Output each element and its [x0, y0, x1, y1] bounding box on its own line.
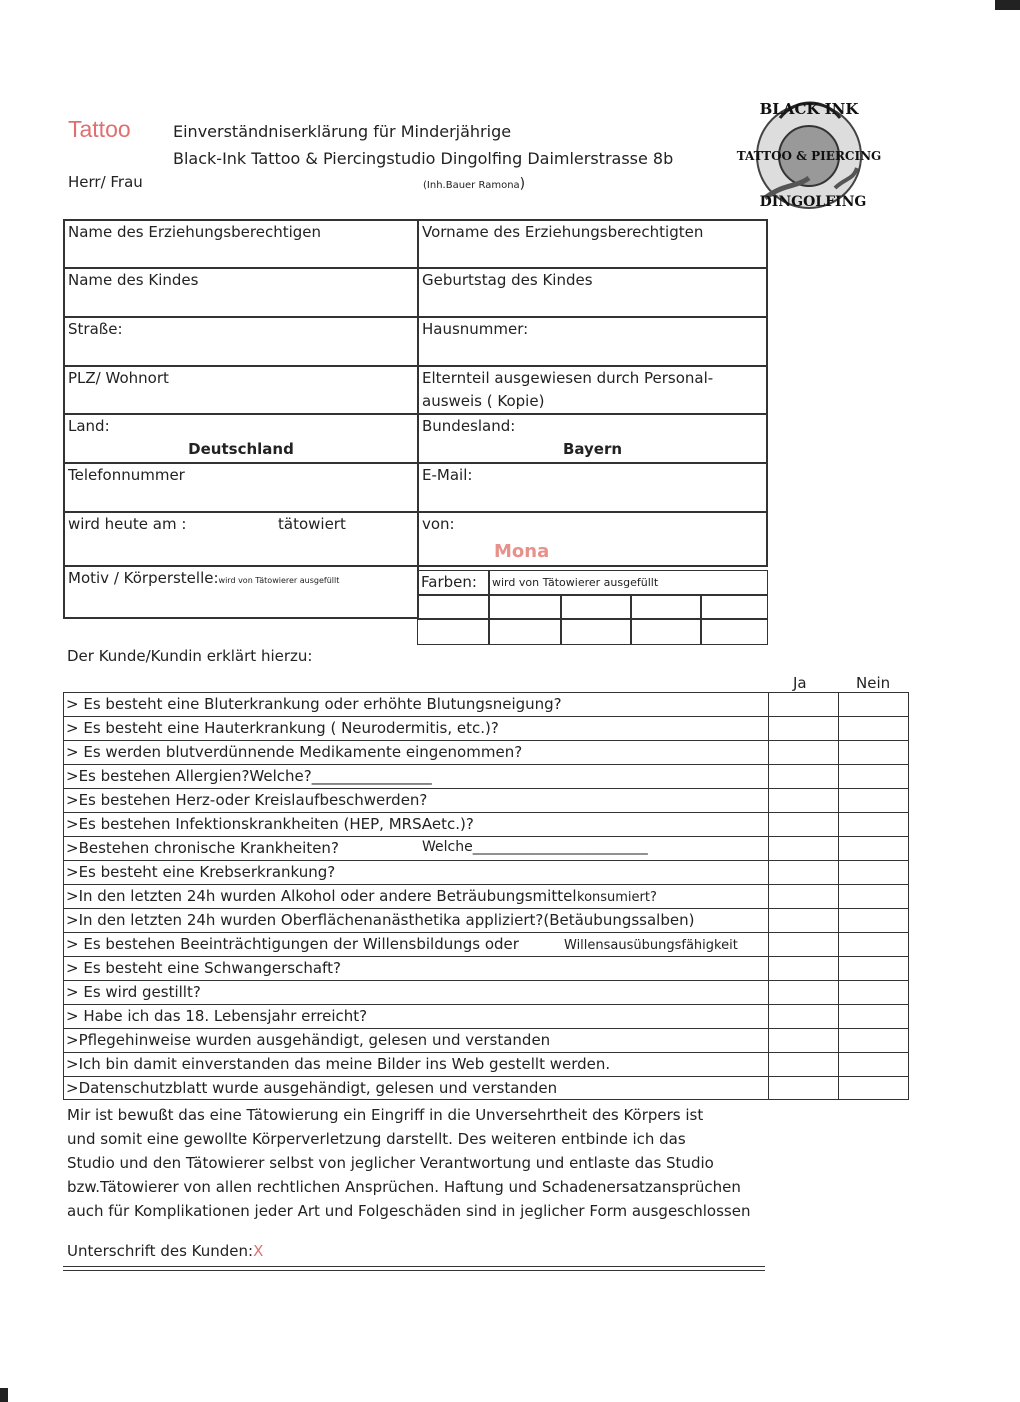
question-text: > Es bestehen Beeinträchtigungen der Willensbildungs oder	[66, 935, 519, 953]
answer-yes-box[interactable]	[768, 812, 839, 836]
form-title: Einverständniserklärung für Minderjährige	[173, 122, 512, 141]
guardian-firstname-field[interactable]	[417, 219, 768, 269]
svg-text:BLACK INK: BLACK INK	[759, 100, 859, 118]
colors-note-cell	[488, 570, 768, 596]
declaration-text	[67, 1103, 767, 1223]
parent-id-label-1: Elternteil ausgewiesen durch Personal-	[422, 369, 714, 387]
answer-no-box[interactable]	[838, 764, 909, 788]
answer-yes-box[interactable]	[768, 1076, 839, 1100]
question-row	[63, 812, 909, 836]
question-row	[63, 1028, 909, 1052]
answer-no-box[interactable]	[838, 692, 909, 716]
guardian-name-field[interactable]	[63, 219, 419, 269]
question-row	[63, 908, 909, 932]
answer-yes-box[interactable]	[768, 932, 839, 956]
question-text: > Es wird gestillt?	[66, 983, 201, 1001]
answer-yes-box[interactable]	[768, 980, 839, 1004]
answer-no-box[interactable]	[838, 1076, 909, 1100]
country-label: Land:	[68, 417, 110, 435]
declaration-line: Studio und den Tätowierer selbst von jeglicher Verantwortung und entlaste das Studio	[67, 1154, 714, 1172]
child-birthday-field[interactable]	[417, 267, 768, 318]
question-row	[63, 764, 909, 788]
signature-label: Unterschrift des Kunden:X	[67, 1242, 264, 1260]
question-text: >Bestehen chronische Krankheiten?	[66, 839, 339, 857]
child-name-field[interactable]	[63, 267, 419, 318]
question-row	[63, 740, 909, 764]
chronic-which-blank: Welche_________________________	[422, 839, 648, 855]
declaration-line: Mir ist bewußt das eine Tätowierung ein Eingriff in die Unversehrtheit des Körpers ist	[67, 1106, 704, 1124]
question-text: > Es werden blutverdünnende Medikamente eingenommen?	[66, 743, 523, 761]
answer-no-box[interactable]	[838, 908, 909, 932]
scan-edge-mark	[995, 0, 1020, 10]
answer-yes-box[interactable]	[768, 764, 839, 788]
email-field[interactable]	[417, 462, 768, 513]
declaration-line: und somit eine gewollte Körperverletzung darstellt. Des weiteren entbinde ich das	[67, 1130, 686, 1148]
question-text: >Datenschutzblatt wurde ausgehändigt, gelesen und verstanden	[66, 1079, 558, 1097]
guardian-name-label: Name des Erziehungsberechtigen	[68, 223, 322, 241]
question-row	[63, 1052, 909, 1076]
studio-address: Black-Ink Tattoo & Piercingstudio Dingolfing Daimlerstrasse 8b	[173, 149, 674, 168]
answer-no-box[interactable]	[838, 740, 909, 764]
declaration-line: auch für Komplikationen jeder Art und Folgeschäden sind in jeglicher Form ausgeschlossen	[67, 1202, 751, 1220]
answer-no-box[interactable]	[838, 788, 909, 812]
color-cell[interactable]	[560, 618, 632, 645]
child-birthday-label: Geburtstag des Kindes	[422, 271, 593, 289]
question-row	[63, 1076, 909, 1100]
answer-no-box[interactable]	[838, 716, 909, 740]
parent-id-field[interactable]	[417, 365, 768, 415]
question-row	[63, 716, 909, 740]
answer-yes-box[interactable]	[768, 740, 839, 764]
answer-yes-box[interactable]	[768, 1004, 839, 1028]
artist-field[interactable]	[417, 511, 768, 567]
declaration-line: bzw.Tätowierer von allen rechtlichen Ansprüchen. Haftung und Schadenersatzansprüchen	[67, 1178, 741, 1196]
salutation: Herr/ Frau	[68, 173, 143, 191]
answer-no-box[interactable]	[838, 860, 909, 884]
question-row	[63, 956, 909, 980]
answer-no-box[interactable]	[838, 1028, 909, 1052]
question-row	[63, 884, 909, 908]
house-number-label: Hausnummer:	[422, 320, 529, 338]
signature-line[interactable]	[63, 1266, 765, 1267]
phone-field[interactable]	[63, 462, 419, 513]
zip-city-field[interactable]	[63, 365, 419, 415]
motif-label: Motiv / Körperstelle:wird von Tätowierer ausgefüllt	[68, 569, 340, 587]
answer-yes-box[interactable]	[768, 884, 839, 908]
question-text: >In den letzten 24h wurden Oberflächenanästhetika appliziert?(Betäubungssalben)	[66, 911, 695, 929]
color-cell[interactable]	[488, 594, 562, 620]
question-text: >Es bestehen Herz-oder Kreislaufbeschwerden?	[66, 791, 428, 809]
studio-logo	[735, 88, 883, 218]
question-text: >In den letzten 24h wurden Alkohol oder andere Beträubungsmittel	[66, 887, 577, 905]
question-row	[63, 980, 909, 1004]
state-value: Bayern	[562, 440, 623, 458]
answer-yes-box[interactable]	[768, 1052, 839, 1076]
question-text: > Es besteht eine Hauterkrankung ( Neurodermitis, etc.)?	[66, 719, 499, 737]
color-cell[interactable]	[417, 594, 490, 620]
child-name-label: Name des Kindes	[68, 271, 199, 289]
question-row	[63, 692, 909, 716]
colors-label-cell	[417, 570, 490, 596]
tattoo-date-field[interactable]	[63, 511, 419, 567]
question-text: >Pflegehinweise wurden ausgehändigt, gelesen und verstanden	[66, 1031, 551, 1049]
question-row	[63, 1004, 909, 1028]
answer-no-box[interactable]	[838, 884, 909, 908]
answer-yes-box[interactable]	[768, 956, 839, 980]
answer-yes-box[interactable]	[768, 1028, 839, 1052]
alcohol-suffix: konsumiert?	[577, 890, 657, 905]
street-field[interactable]	[63, 316, 419, 367]
tattoo-heading: Tattoo	[68, 116, 131, 142]
question-text: >Es bestehen Allergien?Welche?________________	[66, 767, 432, 785]
svg-text:DINGOLFING: DINGOLFING	[759, 194, 867, 210]
color-cell[interactable]	[700, 594, 768, 620]
answer-yes-box[interactable]	[768, 860, 839, 884]
state-field[interactable]	[417, 413, 768, 464]
house-number-field[interactable]	[417, 316, 768, 367]
will-suffix: Willensausübungsfähigkeit	[564, 938, 738, 953]
yes-column-header: Ja	[793, 674, 807, 692]
question-text: > Habe ich das 18. Lebensjahr erreicht?	[66, 1007, 368, 1025]
questionnaire-intro: Der Kunde/Kundin erklärt hierzu:	[67, 647, 313, 665]
color-cell[interactable]	[417, 618, 490, 645]
artist-label: von:	[422, 515, 455, 533]
signature-line-double	[63, 1270, 765, 1271]
signature-mark: X	[253, 1242, 264, 1260]
country-value: Deutschland	[188, 440, 294, 458]
question-text: > Es besteht eine Bluterkrankung oder erhöhte Blutungsneigung?	[66, 695, 562, 713]
tattooed-word: tätowiert	[278, 515, 346, 533]
colors-note: wird von Tätowierer ausgefüllt	[492, 576, 659, 589]
email-label: E-Mail:	[422, 466, 473, 484]
question-text: >Es bestehen Infektionskrankheiten (HEP, MRSAetc.)?	[66, 815, 474, 833]
question-row	[63, 836, 909, 860]
question-row	[63, 860, 909, 884]
color-cell[interactable]	[630, 594, 702, 620]
question-row	[63, 788, 909, 812]
motif-field[interactable]	[63, 565, 419, 619]
scan-edge-mark	[0, 1388, 8, 1402]
answer-no-box[interactable]	[838, 836, 909, 860]
answer-no-box[interactable]	[838, 980, 909, 1004]
answer-yes-box[interactable]	[768, 836, 839, 860]
street-label: Straße:	[68, 320, 123, 338]
guardian-firstname-label: Vorname des Erziehungsberechtigten	[422, 223, 704, 241]
color-cell[interactable]	[700, 618, 768, 645]
answer-yes-box[interactable]	[768, 788, 839, 812]
zip-city-label: PLZ/ Wohnort	[68, 369, 169, 387]
country-field[interactable]	[63, 413, 419, 464]
answer-no-box[interactable]	[838, 932, 909, 956]
answer-yes-box[interactable]	[768, 716, 839, 740]
answer-no-box[interactable]	[838, 812, 909, 836]
color-cell[interactable]	[488, 618, 562, 645]
colors-label: Farben:	[421, 573, 477, 591]
question-text: >Es besteht eine Krebserkrankung?	[66, 863, 336, 881]
phone-label: Telefonnummer	[68, 466, 185, 484]
question-row	[63, 932, 909, 956]
color-cell[interactable]	[630, 618, 702, 645]
motif-note: wird von Tätowierer ausgefüllt	[218, 576, 340, 585]
owner-note: (Inh.Bauer Ramona)	[423, 176, 526, 192]
answer-yes-box[interactable]	[768, 908, 839, 932]
svg-text:TATTOO & PIERCING: TATTOO & PIERCING	[736, 149, 882, 163]
tattoo-date-label: wird heute am :	[68, 515, 187, 533]
answer-yes-box[interactable]	[768, 692, 839, 716]
question-text: > Es besteht eine Schwangerschaft?	[66, 959, 341, 977]
color-cell[interactable]	[560, 594, 632, 620]
artist-value: Mona	[494, 541, 550, 562]
parent-id-label-2: ausweis ( Kopie)	[422, 392, 545, 410]
question-text: >Ich bin damit einverstanden das meine Bilder ins Web gestellt werden.	[66, 1055, 611, 1073]
state-label: Bundesland:	[422, 417, 516, 435]
no-column-header: Nein	[856, 674, 891, 692]
answer-no-box[interactable]	[838, 1052, 909, 1076]
answer-no-box[interactable]	[838, 956, 909, 980]
answer-no-box[interactable]	[838, 1004, 909, 1028]
